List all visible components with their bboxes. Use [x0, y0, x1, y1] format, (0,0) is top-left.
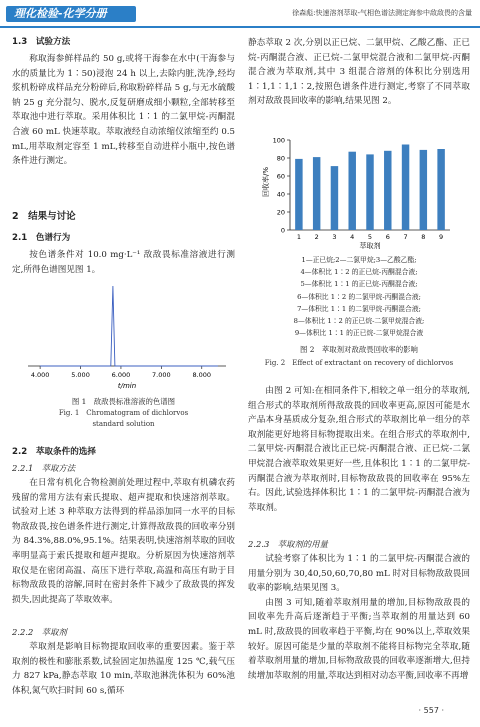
y-tick-label: 0: [280, 226, 285, 235]
x-axis-label: 萃取剂: [359, 242, 381, 250]
section-2-2-2-heading: 2.2.2 萃取剂: [12, 627, 67, 637]
y-tick-label: 40: [276, 190, 285, 199]
x-tick-label: 8.000: [192, 371, 212, 379]
x-tick-label: 7.000: [152, 371, 171, 379]
x-tick-label: 1: [296, 233, 301, 241]
figure-1-caption-en: Fig. 1 Chromatogram of dichlorvos: [58, 409, 189, 417]
figure-2-legend: [248, 254, 470, 339]
legend-line: 9—体积比 1∶1 的正已烷-二氯甲烷混合液: [294, 329, 424, 338]
running-title: 徐森彪:快速溶剂萃取-气相色谱法测定海参中敌敌畏的含量: [292, 9, 472, 17]
legend-line: 1—正已烷;2—二氯甲烷;3—乙酸乙酯;: [301, 256, 417, 264]
x-tick-label: 2: [314, 233, 319, 241]
right-discussion: [248, 384, 470, 515]
y-tick-label: 20: [276, 208, 285, 217]
paragraph: 静态萃取 2 次,分别以正已烷、二氯甲烷、乙酸乙酯、正已烷-丙酮混合液、正已烷-二氯甲烷混合液和二氯甲烷-丙酮混合液为萃取剂,其中 3 组混合溶剂的体积比分别选用 1∶1,1∶1,1∶2,按照色谱条件进行测定,考察了不同萃取剂对敌敌畏回收率的影响,结果见图 2。: [248, 38, 470, 107]
bar: [437, 149, 444, 230]
paragraph: 在日常有机化合物检测前处理过程中,萃取有机磷农药残留的常用方法有索氏提取、超声提取和快速溶剂萃取。试验对上述 3 种萃取方法得到的样品添加同一水平的目标物敌敌畏,按色谱条件进行测定,计算得敌敌畏的回收率分别为 84.3%,88.0%,95.1%。结果表明,快速溶剂萃取的回收率明显高于索氏提取和超声提取。分析原因为快速溶剂萃取仪是在密闭高温、高压下进行萃取,高温和高压有助于目标物敌敌畏的溶解,同时在密封条件下减少了敌敌畏的挥发损失,因此提高了萃取效率。: [12, 478, 235, 605]
figure-2-caption-cn: 图 2 萃取剂对敌敌畏回收率的影响: [300, 345, 418, 354]
bar: [420, 150, 427, 230]
x-axis-label: t/min: [117, 382, 137, 390]
bar: [313, 157, 320, 230]
x-tick-label: 5.000: [71, 371, 90, 379]
bar: [384, 151, 391, 230]
paragraph: 萃取剂是影响目标物提取回收率的重要因素。鉴于萃取剂的极性和膨胀系数,试验固定加热温度 125 ℃,载气压力 827 kPa,静态萃取 10 min,萃取池淋洗体积为 60%池体积,氮气吹扫时间 60 s,循环: [12, 642, 235, 696]
figure-2-bar-chart: [262, 130, 458, 250]
bar: [295, 159, 302, 230]
paragraph: 试验考察了体积比为 1∶1 的二氯甲烷-丙酮混合液的用量分别为 30,40,50,60,70,80 mL 时对目标物敌敌畏回收率的影响,结果见图 3。: [248, 554, 470, 594]
paragraph: 由图 3 可知,随着萃取剂用量的增加,目标物敌敌畏的回收率先升高后逐渐趋于平衡;当萃取剂的用量达到 60 mL 时,敌敌畏的回收率趋于平衡,均在 90%以上,萃取效果较好。原因可能是少量的萃取剂不能将目标物完全萃取,随着萃取剂用量的增加,目标物敌敌畏的回收率逐渐增大,但持续增加萃取剂的用量,萃取达到相对动态平衡,回收率不再增: [248, 597, 470, 681]
y-tick-label: 80: [276, 154, 285, 163]
section-2-1-heading: 2.1 色谱行为: [12, 233, 71, 243]
section-2-heading: 2 结果与讨论: [12, 211, 76, 222]
figure-1-caption-en-line2: standard solution: [92, 420, 155, 428]
chromatogram-trace: [40, 286, 218, 366]
legend-line: 4—体积比 1∶2 的正已烷-丙酮混合液;: [300, 268, 418, 277]
section-2-2-2-body: [12, 640, 235, 698]
legend-line: 5—体积比 1∶1 的正已烷-丙酮混合液;: [300, 280, 418, 289]
y-tick-label: 100: [272, 136, 285, 145]
y-axis-label: 回收率/%: [262, 166, 270, 198]
section-2-2-3-heading: 2.2.3 萃取剂的用量: [248, 539, 328, 549]
section-2-2-heading: 2.2 萃取条件的选择: [12, 447, 96, 457]
bar: [348, 152, 355, 230]
journal-logo-text: 理化检验-化学分册: [14, 7, 107, 20]
section-2-2-1-heading: 2.2.1 萃取方法: [12, 463, 76, 473]
legend-line: 7—体积比 1∶1 的二氯甲烷-丙酮混合液;: [297, 304, 421, 313]
bar: [366, 154, 373, 230]
page-number: · 557 ·: [418, 706, 444, 715]
x-tick-label: 9: [439, 233, 444, 241]
legend-line: 8—体积比 1∶2 的正已烷-二氯甲烷混合液;: [293, 317, 425, 326]
bar: [402, 145, 409, 231]
bar: [331, 166, 338, 230]
section-2-2-3-body: [248, 552, 470, 683]
section-1-3-heading: 1.3 试验方法: [12, 37, 71, 47]
x-tick-label: 8: [421, 233, 426, 241]
x-tick-label: 4.000: [30, 371, 50, 379]
y-tick-label: 60: [276, 172, 285, 181]
x-tick-label: 7: [403, 233, 408, 241]
x-tick-label: 6.000: [111, 371, 131, 379]
header-rule: [0, 26, 480, 28]
x-tick-label: 6: [385, 233, 390, 241]
section-2-2-1-body: [12, 476, 235, 607]
section-2-1-body: [12, 248, 235, 277]
figure-2-caption-en: Fig. 2 Effect of extractant on recovery of dichlorvos: [264, 359, 454, 367]
legend-line: 6—体积比 1∶2 的二氯甲烷-丙酮混合液;: [297, 292, 421, 301]
x-tick-label: 5: [367, 233, 373, 241]
right-top-paragraph: [248, 36, 470, 109]
paragraph: 按色谱条件对 10.0 mg·L⁻¹ 敌敌畏标准溶液进行测定,所得色谱图见图 1。: [12, 250, 235, 275]
x-tick-label: 4: [350, 233, 355, 241]
paragraph: 由图 2 可知:在相同条件下,相较之单一组分的萃取剂,组合形式的萃取剂所得敌敌畏的回收率更高,原因可能是水产品本身基质成分复杂,组合形式的萃取剂比单一组分的萃取剂能更好地将目标物提取出来。在组合形式的萃取剂中,二氯甲烷-丙酮混合液比正已烷-丙酮混合液、正已烷-二氯甲烷混合液萃取效果更好一些,且体积比 1∶1 的二氯甲烷-丙酮混合液为萃取剂时,目标物敌敌畏的回收率在 95%左右。因此,试验选择体积比 1∶1 的二氯甲烷-丙酮混合液为萃取剂。: [248, 386, 470, 513]
figure-1-chromatogram: [20, 282, 232, 392]
paragraph: 称取海参鲜样品约 50 g,或将干海参在水中(干海参与水的质量比为 1∶50)浸泡 24 h 以上,去除内脏,洗净,经均浆机粉碎成样品充分粉碎后,称取粉碎样品 5 g,与无水硫酸钠 25 g 充分混匀、脱水,反复研磨成细小颗粒,全部转移至萃取池中进行萃取。采用体积比 1∶1 的二氯甲烷-丙酮混合液 60 mL 快速萃取。萃取液经自动浓缩仪浓缩至约 0.5 mL,用萃取剂定容至 1 mL,转移至自动进样小瓶中,按色谱条件进行测定。: [12, 54, 235, 167]
x-tick-label: 3: [332, 233, 337, 241]
section-1-3-body: [12, 52, 235, 169]
figure-1-caption-cn: 图 1 敌敌畏标准溶液的色谱图: [71, 397, 176, 406]
